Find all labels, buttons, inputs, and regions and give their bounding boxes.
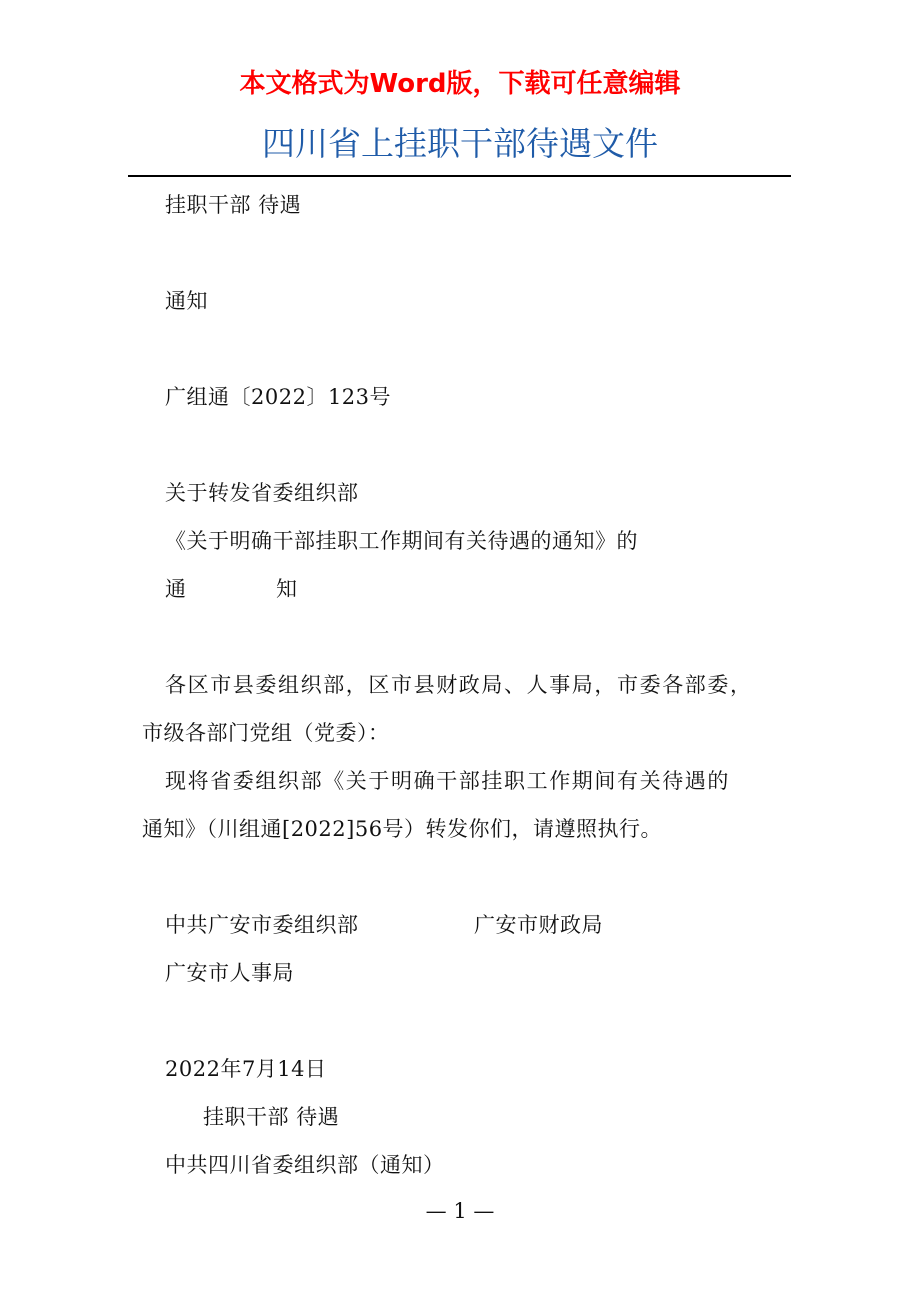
body-paragraph-line-1: 现将省委组织部《关于明确干部挂职工作期间有关待遇的 [165,769,730,793]
subject-line-3-end: 知 [276,577,298,601]
document-number: 广组通〔2022〕123号 [165,385,392,409]
signatory-org-1: 中共广安市委组织部 [165,913,359,937]
issue-date: 2022年7月14日 [165,1057,327,1081]
subject-line-2: 《关于明确干部挂职工作期间有关待遇的通知》的 [165,529,638,553]
page-number: — 1 — [425,1199,495,1223]
body-paragraph-line-2: 通知》（川组通[2022]56号）转发你们，请遵照执行。 [142,817,663,841]
heading-line-1: 挂职干部 待遇 [165,193,302,217]
subject-line-3-start: 通 [165,577,187,601]
signatory-org-2: 广安市财政局 [474,913,603,937]
subject-line-1: 关于转发省委组织部 [165,481,359,505]
document-title: 四川省上挂职干部待遇文件 [262,124,658,163]
addressees-line-2: 市级各部门党组（党委）： [142,721,390,745]
footer-heading: 挂职干部 待遇 [203,1105,340,1129]
signatory-org-3: 广安市人事局 [165,961,294,985]
addressees-line-1: 各区市县委组织部，区市县财政局、人事局，市委各部委， [165,673,753,697]
download-banner: 本文格式为Word版，下载可任意编辑 [239,69,681,99]
footer-org: 中共四川省委组织部（通知） [165,1153,445,1177]
title-divider [128,175,791,177]
heading-line-2: 通知 [165,289,208,313]
